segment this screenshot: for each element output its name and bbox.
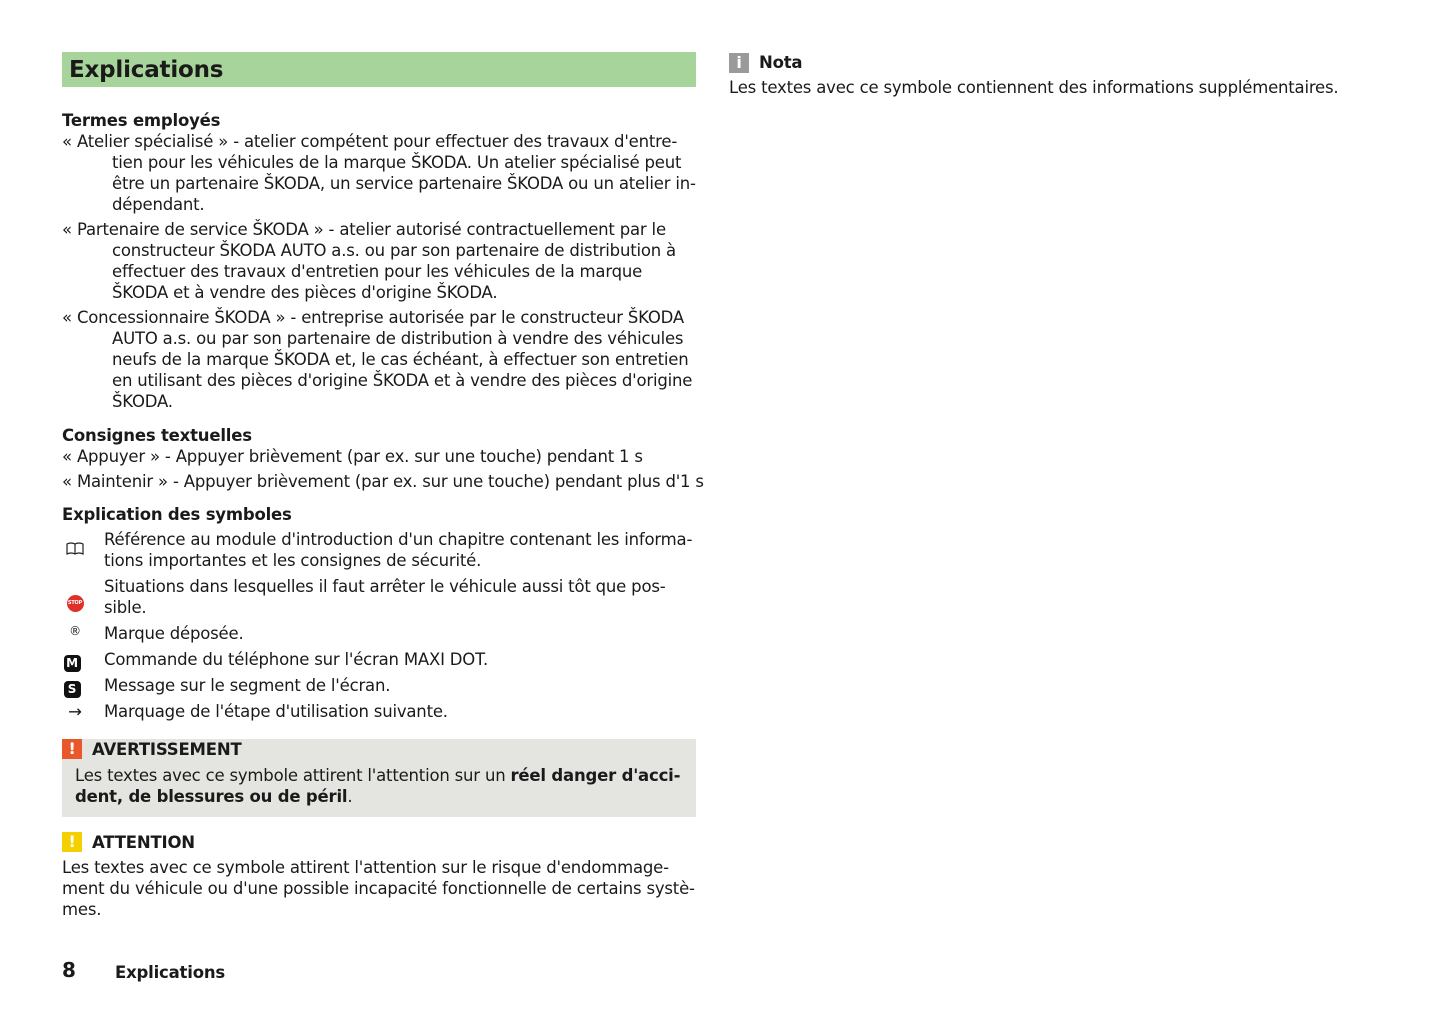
line: ment du véhicule ou d'une possible incapacité fonctionnelle de certains systè- xyxy=(62,879,695,898)
symbol-item xyxy=(62,649,702,671)
line: . xyxy=(347,787,353,806)
term-entry xyxy=(62,219,676,303)
note-text: Les textes avec ce symbole contiennent des informations supplémentaires. xyxy=(729,78,1339,97)
line: tien pour les véhicules de la marque ŠKODA. Un atelier spécialisé peut xyxy=(112,153,682,172)
line: constructeur ŠKODA AUTO a.s. ou par son partenaire de distribution à xyxy=(112,241,676,260)
symboles-heading: Explication des symboles xyxy=(62,505,292,524)
symbol-item xyxy=(62,701,702,723)
line: neufs de la marque ŠKODA et, le cas échéant, à effectuer son entretien xyxy=(112,350,689,369)
line: Commande du téléphone sur l'écran MAXI DOT. xyxy=(104,650,489,669)
consigne-item: « Maintenir » - Appuyer brièvement (par ex. sur une touche) pendant plus d'1 s xyxy=(62,472,704,491)
line: Les textes avec ce symbole attirent l'attention sur le risque d'endommage- xyxy=(62,858,669,877)
warning-icon: ! xyxy=(62,739,82,759)
consignes-heading: Consignes textuelles xyxy=(62,426,252,445)
note-title: Nota xyxy=(759,53,803,72)
line: Message sur le segment de l'écran. xyxy=(104,676,391,695)
term-entry xyxy=(62,307,692,412)
s-badge-icon: S xyxy=(62,677,82,698)
attention-title: ATTENTION xyxy=(92,833,195,852)
line: en utilisant des pièces d'origine ŠKODA et à vendre des pièces d'origine xyxy=(112,371,693,390)
attention-icon: ! xyxy=(62,832,82,852)
line-bold: dent, de blessures ou de péril xyxy=(75,787,348,806)
line: AUTO a.s. ou par son partenaire de distribution à vendre des véhicules xyxy=(112,329,684,348)
stop-icon: STOP xyxy=(62,588,88,612)
symbol-item xyxy=(62,576,702,620)
line: tions importantes et les consignes de sécurité. xyxy=(104,551,482,570)
line: ŠKODA. xyxy=(112,392,173,411)
warning-title: AVERTISSEMENT xyxy=(92,740,242,759)
termes-heading: Termes employés xyxy=(62,111,221,130)
line: effectuer des travaux d'entretien pour les véhicules de la marque xyxy=(112,262,643,281)
info-icon: i xyxy=(729,53,749,73)
line: être un partenaire ŠKODA, un service partenaire ŠKODA ou un atelier in- xyxy=(112,174,696,193)
line: mes. xyxy=(62,900,102,919)
line: Marque déposée. xyxy=(104,624,244,643)
section-title-bar xyxy=(62,52,696,87)
line: Les textes avec ce symbole attirent l'attention sur un xyxy=(75,766,511,785)
line: « Concessionnaire ŠKODA » - entreprise autorisée par le constructeur ŠKODA xyxy=(62,308,684,327)
page-number: 8 xyxy=(62,958,76,982)
registered-icon: ® xyxy=(69,624,81,638)
line: « Partenaire de service ŠKODA » - atelier autorisé contractuellement par le xyxy=(62,220,666,239)
note-block xyxy=(729,52,1369,102)
consigne-item: « Appuyer » - Appuyer brièvement (par ex. sur une touche) pendant 1 s xyxy=(62,447,643,466)
m-badge-icon: M xyxy=(62,651,82,672)
page-title: Explications xyxy=(69,57,224,83)
line-bold: réel danger d'acci- xyxy=(510,766,681,785)
term-entry xyxy=(62,131,696,215)
warning-text xyxy=(75,765,680,807)
footer-section: Explications xyxy=(115,963,225,982)
line: « Atelier spécialisé » - atelier compétent pour effectuer des travaux d'entre- xyxy=(62,132,678,151)
line: Marquage de l'étape d'utilisation suivante. xyxy=(104,702,448,721)
line: Situations dans lesquelles il faut arrêter le véhicule aussi tôt que pos- xyxy=(104,577,666,596)
warning-box xyxy=(62,739,696,817)
attention-block xyxy=(62,832,702,927)
line: dépendant. xyxy=(112,195,205,214)
symbol-item xyxy=(62,529,702,573)
symbol-item xyxy=(62,623,702,645)
line: ŠKODA et à vendre des pièces d'origine ŠKODA. xyxy=(112,283,498,302)
arrow-right-icon: → xyxy=(68,702,82,721)
line: sible. xyxy=(104,598,147,617)
symbol-item xyxy=(62,675,702,697)
line: Référence au module d'introduction d'un chapitre contenant les informa- xyxy=(104,530,693,549)
book-icon xyxy=(62,539,88,560)
